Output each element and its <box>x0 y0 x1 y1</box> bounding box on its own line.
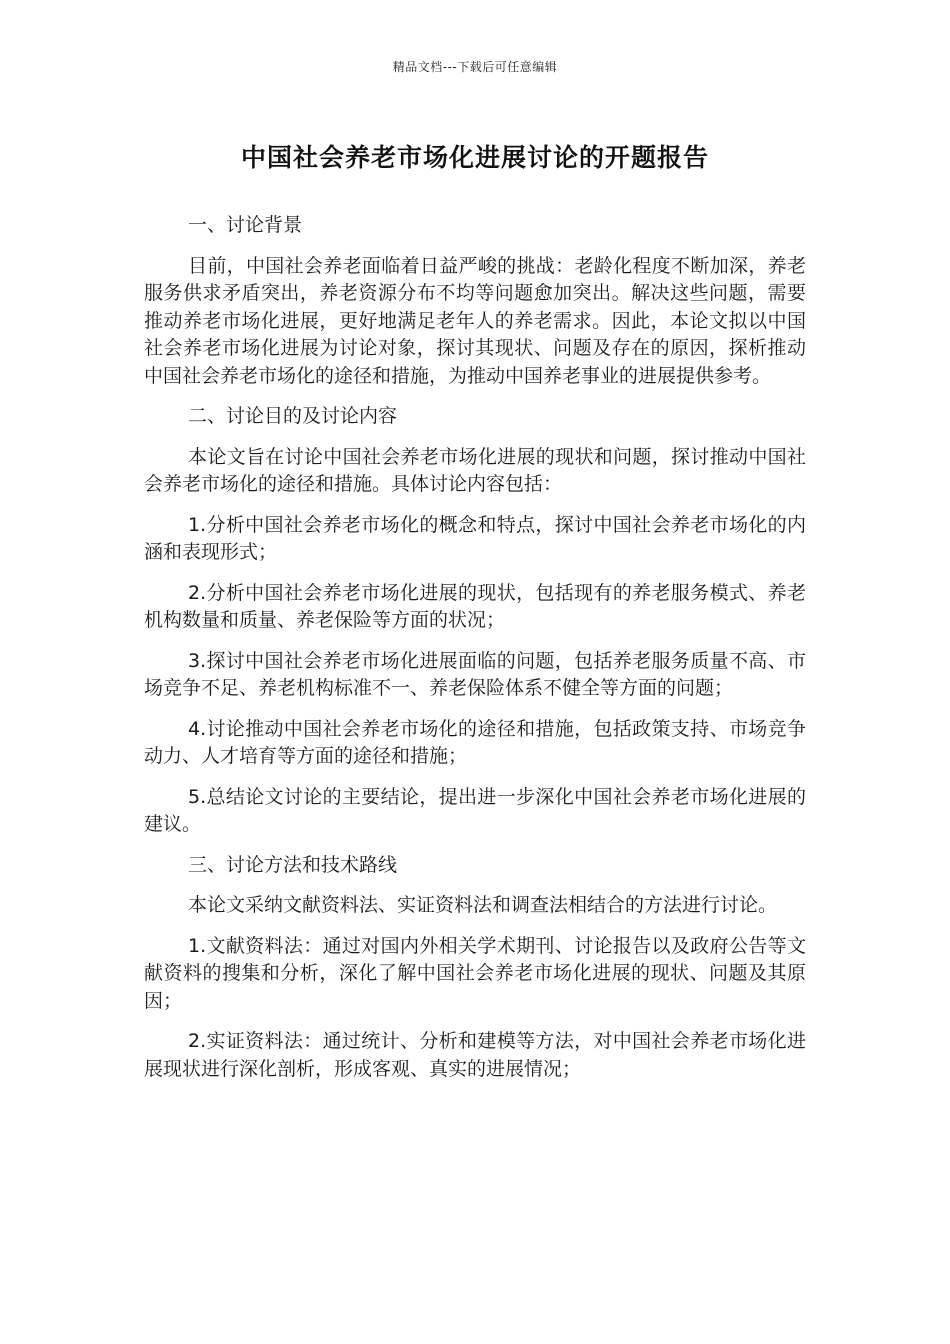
section-2-heading: 二、讨论目的及讨论内容 <box>188 405 398 427</box>
section-2-item-3: 3.探讨中国社会养老市场化进展面临的问题，包括养老服务质量不高、市场竞争不足、养老机构标准不一、养老保险体系不健全等方面的问题； <box>144 649 806 699</box>
section-2-item-4: 4.讨论推动中国社会养老市场化的途径和措施，包括政策支持、市场竞争动力、人才培育等方面的途径和措施； <box>144 717 806 767</box>
section-3-paragraph: 本论文采纳文献资料法、实证资料法和调查法相结合的方法进行讨论。 <box>188 894 778 916</box>
section-2-paragraph: 本论文旨在讨论中国社会养老市场化进展的现状和问题，探讨推动中国社会养老市场化的途径和措施。具体讨论内容包括： <box>144 445 806 495</box>
section-3-item-1: 1.文献资料法：通过对国内外相关学术期刊、讨论报告以及政府公告等文献资料的搜集和分析，深化了解中国社会养老市场化进展的现状、问题及其原因； <box>144 934 806 1012</box>
header-note: 精品文档---下载后可任意编辑 <box>392 60 558 74</box>
section-2-item-5: 5.总结论文讨论的主要结论，提出进一步深化中国社会养老市场化进展的建议。 <box>144 785 806 835</box>
section-1-heading: 一、讨论背景 <box>188 214 303 236</box>
section-3-heading: 三、讨论方法和技术路线 <box>188 853 398 876</box>
section-3-item-2: 2.实证资料法：通过统计、分析和建模等方法，对中国社会养老市场化进展现状进行深化剖析，形成客观、真实的进展情况； <box>144 1030 806 1080</box>
section-2-item-1: 1.分析中国社会养老市场化的概念和特点，探讨中国社会养老市场化的内涵和表现形式； <box>144 513 806 563</box>
section-1-paragraph: 目前，中国社会养老面临着日益严峻的挑战：老龄化程度不断加深，养老服务供求矛盾突出，养老资源分布不均等问题愈加突出。解决这些问题，需要推动养老市场化进展，更好地满足老年人的养老需求。因此，本论文拟以中国社会养老市场化进展为讨论对象，探讨其现状、问题及存在的原因，探析推动中国社会养老市场化的途径和措施，为推动中国养老事业的进展提供参考。 <box>144 254 806 387</box>
document-body <box>144 212 806 1096</box>
section-2-item-2: 2.分析中国社会养老市场化进展的现状，包括现有的养老服务模式、养老机构数量和质量、养老保险等方面的状况； <box>144 581 806 631</box>
document-title: 中国社会养老市场化进展讨论的开题报告 <box>240 143 709 172</box>
